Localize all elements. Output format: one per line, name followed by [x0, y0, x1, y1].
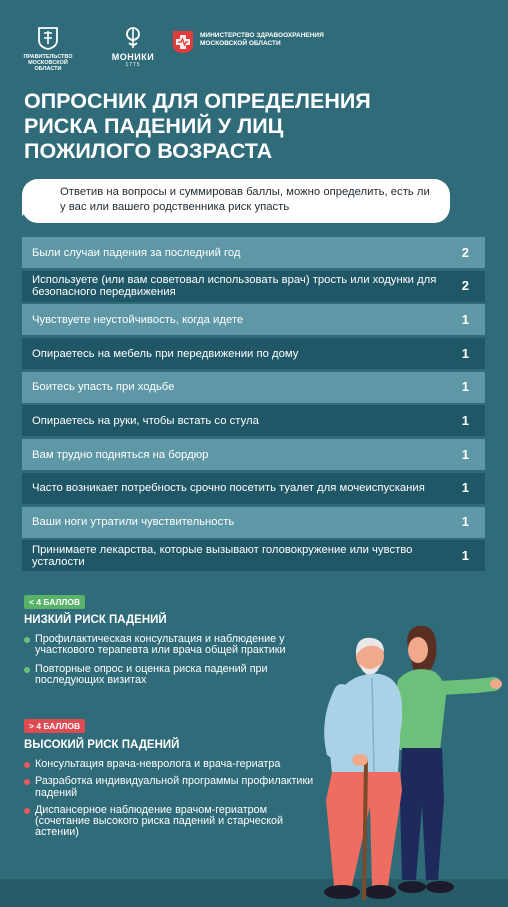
list-item-text: Повторные опрос и оценка риска падений при последующих визитах — [35, 662, 268, 686]
question-score: 2 — [461, 278, 469, 294]
question-text: Были случаи падения за последний год — [32, 246, 241, 259]
question-score: 1 — [461, 412, 469, 428]
intro-speech-bubble — [22, 179, 450, 223]
elderly-man-figure — [324, 638, 402, 900]
question-score: 1 — [461, 514, 469, 529]
question-row — [22, 237, 485, 268]
logo-moniki-name: МОНИКИ — [111, 52, 155, 62]
logo-moniki — [108, 26, 158, 68]
title-line-2: РИСКА ПАДЕНИЙ У ЛИЦ — [24, 114, 284, 138]
question-text: Вам трудно подняться на бордюр — [32, 448, 209, 461]
title-line-1: ОПРОСНИК ДЛЯ ОПРЕДЕЛЕНИЯ — [24, 89, 371, 113]
list-item-text: Разработка индивидуальной программы профилактики падений — [35, 775, 314, 799]
question-text: Принимаете лекарства, которые вызывают головокружение или чувство усталости — [32, 543, 413, 568]
logo-moniki-year: 1775 — [125, 62, 141, 68]
question-score: 1 — [461, 480, 469, 496]
question-text: Опираетесь на руки, чтобы встать со стула — [32, 414, 259, 427]
question-text: Используете (или вам советовал использовать врач) трость или ходунки для безопасного передвижения — [32, 274, 437, 299]
question-text: Часто возникает потребность срочно посетить туалет для мочеиспускания — [32, 482, 425, 495]
low-risk-title: НИЗКИЙ РИСК ПАДЕНИЙ — [24, 614, 167, 626]
question-row — [22, 338, 485, 369]
intro-text: Ответив на вопросы и суммировав баллы, можно определить, есть ли у вас или вашего родственника риск упасть — [60, 186, 430, 213]
question-text: Опираетесь на мебель при передвижении по дому — [32, 347, 299, 360]
list-item — [24, 634, 314, 657]
question-row — [22, 540, 485, 571]
list-item-text: Консультация врача-невролога и врача-гериатра — [35, 758, 281, 770]
list-item-text: Профилактическая консультация и наблюдение у участкового терапевта или врача общей практики — [35, 633, 286, 657]
question-score: 1 — [461, 379, 469, 395]
high-risk-badge: > 4 БАЛЛОВ — [24, 719, 85, 733]
question-text: Боитесь упасть при ходьбе — [32, 381, 175, 394]
question-row — [22, 372, 485, 403]
coat-of-arms-icon — [37, 26, 59, 50]
page-title — [24, 89, 424, 164]
logo-gov-text: ПРАВИТЕЛЬСТВО МОСКОВСКОЙ ОБЛАСТИ — [23, 54, 73, 72]
list-item — [24, 776, 314, 799]
list-item — [24, 805, 314, 839]
header-logos — [20, 26, 488, 72]
question-score: 1 — [461, 345, 469, 361]
low-risk-list — [24, 634, 314, 693]
caregiver-figure — [392, 626, 502, 893]
question-text: Ваши ноги утратили чувствительность — [32, 516, 235, 528]
list-item — [24, 664, 314, 687]
logo-government — [20, 26, 76, 72]
question-score: 1 — [461, 547, 469, 563]
question-score: 1 — [461, 446, 469, 462]
bullet-dot-icon — [24, 762, 30, 768]
high-risk-title: ВЫСОКИЙ РИСК ПАДЕНИЙ — [24, 739, 180, 751]
question-score: 1 — [461, 311, 469, 327]
low-risk-badge: < 4 БАЛЛОВ — [24, 595, 85, 609]
high-risk-list — [24, 759, 314, 845]
question-score: 2 — [461, 244, 469, 260]
question-row — [22, 405, 485, 436]
bullet-dot-icon — [24, 779, 30, 785]
question-row — [22, 507, 485, 538]
questionnaire-table — [22, 237, 485, 574]
question-row — [22, 473, 485, 504]
question-row — [22, 439, 485, 470]
list-item-text: Диспансерное наблюдение врачом-гериатром (сочетание высокого риска падений и старческой астении) — [35, 803, 284, 839]
elderly-man-with-caregiver-illustration — [280, 600, 508, 907]
list-item — [24, 759, 314, 770]
bullet-dot-icon — [24, 667, 30, 673]
logo-ministry-text: МИНИСТЕРСТВО ЗДРАВООХРАНЕНИЯ МОСКОВСКОЙ ОБЛАСТИ — [200, 32, 324, 47]
question-text: Чувствуете неустойчивость, когда идете — [32, 313, 244, 326]
ministry-emblem-icon — [172, 30, 194, 54]
question-row — [22, 271, 485, 302]
bullet-dot-icon — [24, 637, 30, 643]
bullet-dot-icon — [24, 808, 30, 814]
caduceus-icon — [122, 26, 144, 50]
question-row — [22, 304, 485, 335]
title-line-3: ПОЖИЛОГО ВОЗРАСТА — [24, 139, 273, 163]
